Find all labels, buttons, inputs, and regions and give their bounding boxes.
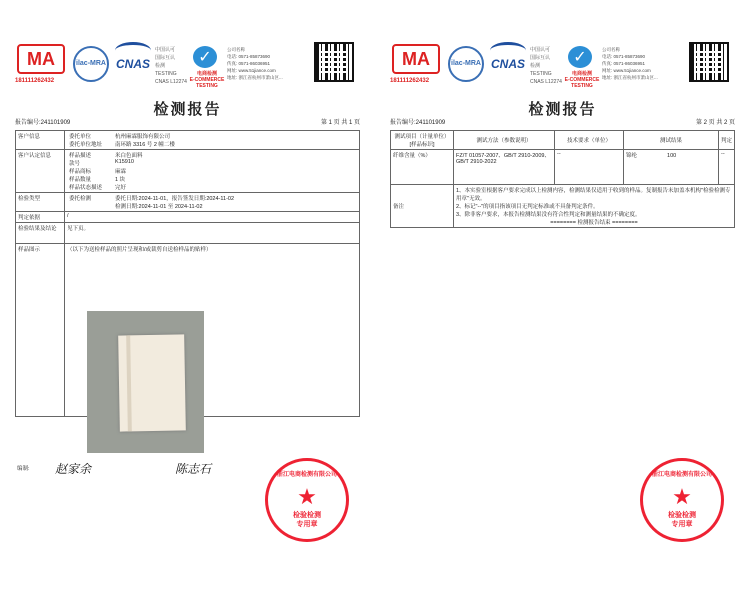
fabric-sample — [118, 334, 186, 431]
report-title: 检测报告 — [528, 100, 597, 118]
table-header-row: 测试项目（计量单位）[样品标识] 测试方法（参数说明） 技术要求（单位） 测试结果 判定 — [391, 131, 735, 150]
ilac-mra-logo: ilac-MRA — [448, 46, 484, 82]
cnas-logo: CNAS — [115, 57, 150, 71]
check-icon: ✓ — [568, 46, 592, 68]
signature-2: 陈志石 — [175, 462, 212, 476]
page-indicator: 第 2 页 共 2 页 — [695, 120, 735, 126]
table-row: 判定依据 / — [16, 212, 360, 223]
check-icon: ✓ — [193, 46, 217, 68]
report-number: 241101909 — [40, 120, 71, 126]
table-row: 检验结果及结论 见下页。 — [16, 223, 360, 244]
ecommerce-testing-logo: ✓ 电商检测 E-COMMERCE TESTING — [189, 47, 225, 89]
cma-logo: MA 181111262432 — [15, 44, 67, 88]
qr-code-icon — [689, 42, 729, 82]
official-seal: 浙江电商检测有限公司 ★ 检验检测 专用章 — [640, 458, 724, 542]
table-row: 备注 1、本实验室根据客户要求完成以上检测内容，检测结果仅适用于收到的样品。复制报告未加盖本机构"检验检测专用章"无效。 2、标记"--"的项目指该项目无判定标准或不具备判定条件。 3、除非客户要求，本报告检测结果没有符合性判定和测量结果的不确定度。 ======== 检测报告结束 ======== — [391, 185, 735, 228]
table-row: 样品图示 （以下为送检样品的照片呈现和/或裁剪自送检样品的贴样） — [16, 244, 360, 417]
signature-1: 赵家余 — [55, 462, 92, 476]
results-table — [390, 130, 735, 228]
report-page-2 — [390, 40, 735, 550]
cnas-side-text: 中国认可 国际互认 检测 TESTING CNAS L12274 — [155, 47, 187, 85]
report-meta: 报告编号:241101909 第 2 页 共 2 页 — [390, 117, 735, 129]
cma-number: 181111262432 — [390, 78, 430, 84]
star-icon: ★ — [297, 485, 317, 510]
contact-info: 公司名称 电话: 0571-85873690 传真: 0571-86036951 网址: www.51jiance.com 地址: 浙江省杭州市萧山区... — [602, 47, 658, 80]
contact-info: 公司名称 电话: 0571-85873690 传真: 0571-86036951 网址: www.51jiance.com 地址: 浙江省杭州市萧山区... — [227, 47, 283, 80]
header-logos — [390, 40, 735, 98]
ilac-mra-logo: ilac-MRA — [73, 46, 109, 82]
page-indicator: 第 1 页 共 1 页 — [320, 120, 360, 126]
table-row: 客户信息 委托单位 杭州麻霖服饰有限公司 委托单位地址 南环路 3316 号 2 幢二楼 — [16, 131, 360, 150]
signature-row: 编制: 赵家余 陈志石 — [17, 462, 212, 476]
cma-number: 181111262432 — [15, 78, 55, 84]
end-of-report-mark: ======== 检测报告结束 ======== — [550, 220, 638, 226]
report-page-1 — [15, 40, 360, 550]
table-row: 检验类型 委托检测 委托日期:2024-11-01，报告签发日期:2024-11-02 检测日期:2024-11-01 至 2024-11-02 — [16, 193, 360, 212]
table-row: 客户认定信息 样品描述 米白色面料 款号 K15910 样品商标 麻霖 样品数量 1 块 样品状态描述 完好 — [16, 150, 360, 193]
ecommerce-testing-logo: ✓ 电商检测 E-COMMERCE TESTING — [564, 47, 600, 89]
table-row: 纤维含量（%） FZ/T 01057-2007、GB/T 2910-2009、GB/T 2910-2022 -- 锦纶 100 -- — [391, 150, 735, 185]
header-logos — [15, 40, 360, 98]
cnas-logo: CNAS — [490, 57, 525, 71]
report-title: 检测报告 — [153, 100, 222, 118]
sample-photo — [87, 311, 204, 453]
qr-code-icon — [314, 42, 354, 82]
official-seal: 浙江电商检测有限公司 ★ 检验检测 专用章 — [265, 458, 349, 542]
cma-logo: MA 181111262432 — [390, 44, 442, 88]
star-icon: ★ — [672, 485, 692, 510]
report-number: 241101909 — [415, 120, 446, 126]
report-meta: 报告编号:241101909 第 1 页 共 1 页 — [15, 117, 360, 129]
cnas-side-text: 中国认可 国际互认 检测 TESTING CNAS L12274 — [530, 47, 562, 85]
